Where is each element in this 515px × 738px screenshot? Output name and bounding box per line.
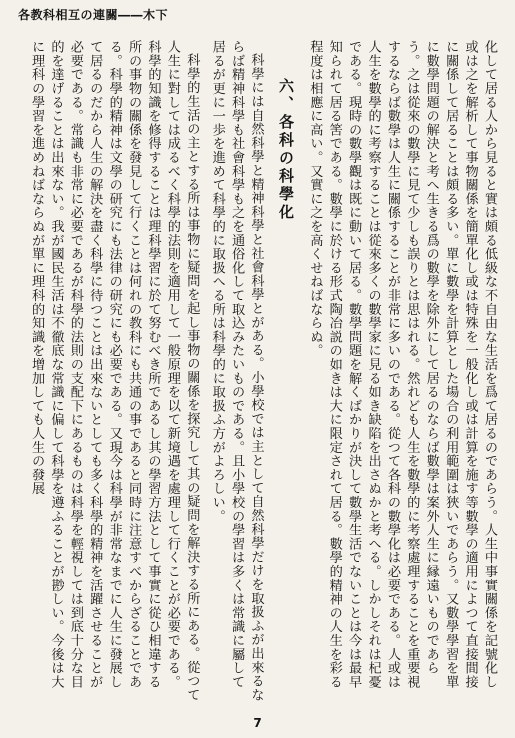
paragraph-3: 科學的生活の主とする所は事物に疑問を起し事物の關係を探究して其の疑問を解決する所にある。從つて人生に對しては成るべく科學的法則を適用して一般原理を以て新境遇を處理して行くことが必要である。科學的知識を修得することは理科學習に於て努むべき所であるし其の學習方法として事實に從ひ相違する所の事物の關係を發見して行くことは何れの教科にも共通の事であると同時に注意すべからざることである。科學的精神は文學の研究にも法律の研究にも必要である。又現今は科學が非常なまでに人生に發展して居るのだから人生の解決を盡く科學に待つことは出來ないとしても多く科學的精神を活躍させることが必要である。常識も非常に必要であるが科學的法則の支配下にあるものは科學を輕視しては到底十分な目的を達げることは出來ない。我が國民生活は不徹底な常識に偏して科學を遵ふることが尠しい。今後は大に理科の學習を進めねばならぬが單に理科的知識を增加しても人生の發展 — [29, 40, 200, 702]
running-header: 各教科相互の連關――木下 — [18, 8, 169, 22]
body-text — [14, 40, 499, 702]
section-heading: 六、各科の科學化 — [276, 77, 295, 222]
paragraph-1: 化して居る人から見ると實は頗る低級な不自由な生活を爲て居るのであらう。人生中事實關係を記號化し或は之を解析して事物關係を簡單化し或は特殊を一般化し或は計算を施す等數學の適用によつて直接間接に關係して居ることは頗る多い。單に數學を計算とした場合の利用範圍は狹いであらう。又數學學習を單に數學問題の解決と考へ生きる爲の數學を除外にして居るのならば數學は案外人生に縁遠いものであらう。之は從來の數學に見て少しも誤りとは思はれる。然れども人生を數學的に考察處理することを重要視するならば數學は人生に關係することが非常に多いのである。從つて各科の數學化は必要である。人或は人生を數學的に考察することは從來多くの數學家に見る如き缺陷を出さぬかと考へる。しかしそれは杞憂である。現時の數學觀は既に動いて居る。數學問題を解くばかりが決して數學生活でないことは今は最早知られて居る筈である。數學に於ける形式陶冶説の如きは大に限定されて居る。數學的精神の人生を彩る程度は相應に高い。又實に之を高くせねばならぬ。 — [307, 40, 497, 689]
page-number: 7 — [253, 716, 262, 730]
paragraph-2: 科學には自然科學と精神科學と社會科學とがある。小學校では主として自然科學だけを取扱ふが出來るならば精神科學も社會科學も之を通俗化して取込みたいものである。且小學校の學習は多くは常識に屬して居るが更に一歩を進めて科學的に取扱へる所は科學的に取扱ふ方がよろしい。 — [209, 40, 264, 702]
